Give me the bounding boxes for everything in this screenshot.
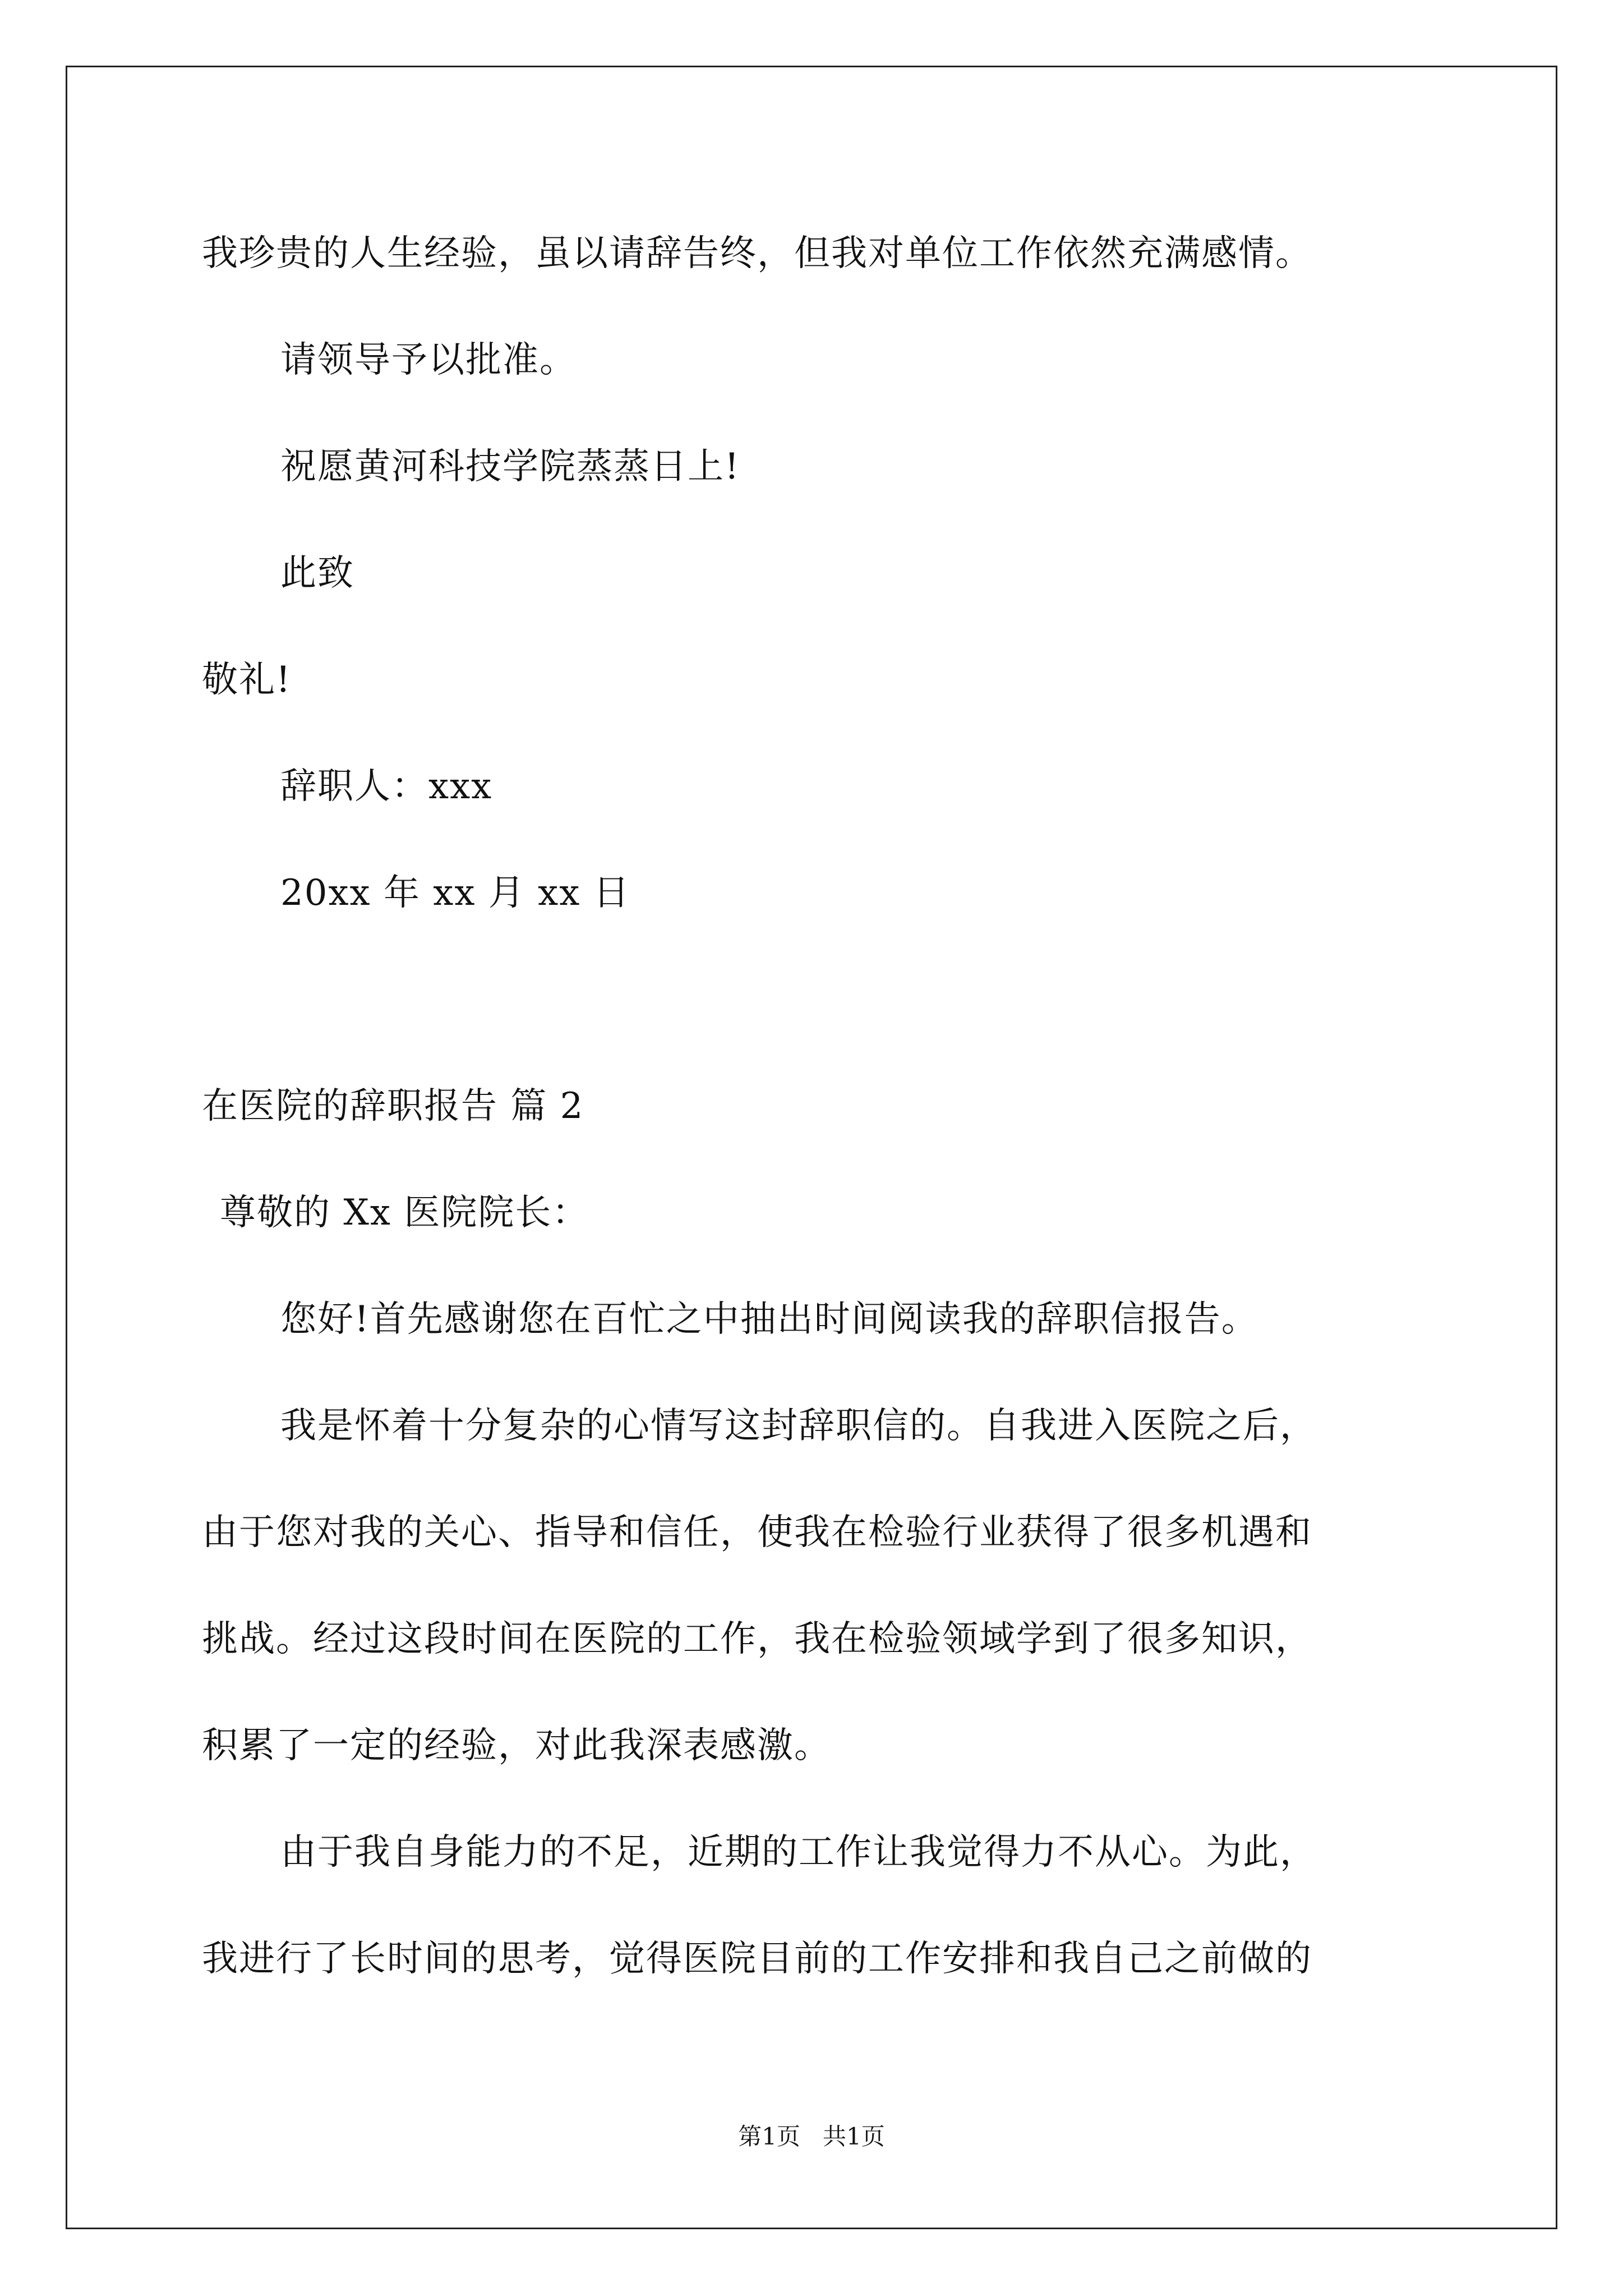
page-border [66, 66, 1557, 2229]
section-heading: 在医院的辞职报告 篇 2 [202, 1085, 584, 1127]
text-line-16: 我进行了长时间的思考，觉得医院目前的工作安排和我自己之前做的 [202, 1938, 1312, 1980]
text-line-1: 我珍贵的人生经验，虽以请辞告终，但我对单位工作依然充满感情。 [202, 233, 1312, 274]
text-line-13: 挑战。经过这段时间在医院的工作，我在检验领域学到了很多知识， [202, 1618, 1312, 1660]
text-line-3: 祝愿黄河科技学院蒸蒸日上! [280, 446, 740, 487]
text-line-15: 由于我自身能力的不足，近期的工作让我觉得力不从心。为此， [280, 1832, 1317, 1873]
text-line-5: 敬礼! [202, 659, 292, 701]
page-footer: 第1页 共1页 [738, 2123, 885, 2150]
text-line-4: 此致 [280, 553, 354, 594]
text-line-14: 积累了一定的经验，对此我深表感激。 [202, 1725, 831, 1766]
text-line-2: 请领导予以批准。 [280, 339, 577, 381]
text-line-12: 由于您对我的关心、指导和信任，使我在检验行业获得了很多机遇和 [202, 1512, 1312, 1553]
text-line-10: 您好!首先感谢您在百忙之中抽出时间阅读我的辞职信报告。 [280, 1299, 1258, 1340]
salutation: 尊敬的 Xx 医院院长： [220, 1192, 589, 1234]
text-line-7: 20xx 年 xx 月 xx 日 [280, 872, 630, 914]
text-line-11: 我是怀着十分复杂的心情写这封辞职信的。自我进入医院之后， [280, 1405, 1317, 1447]
text-line-6: 辞职人：xxx [280, 766, 493, 807]
